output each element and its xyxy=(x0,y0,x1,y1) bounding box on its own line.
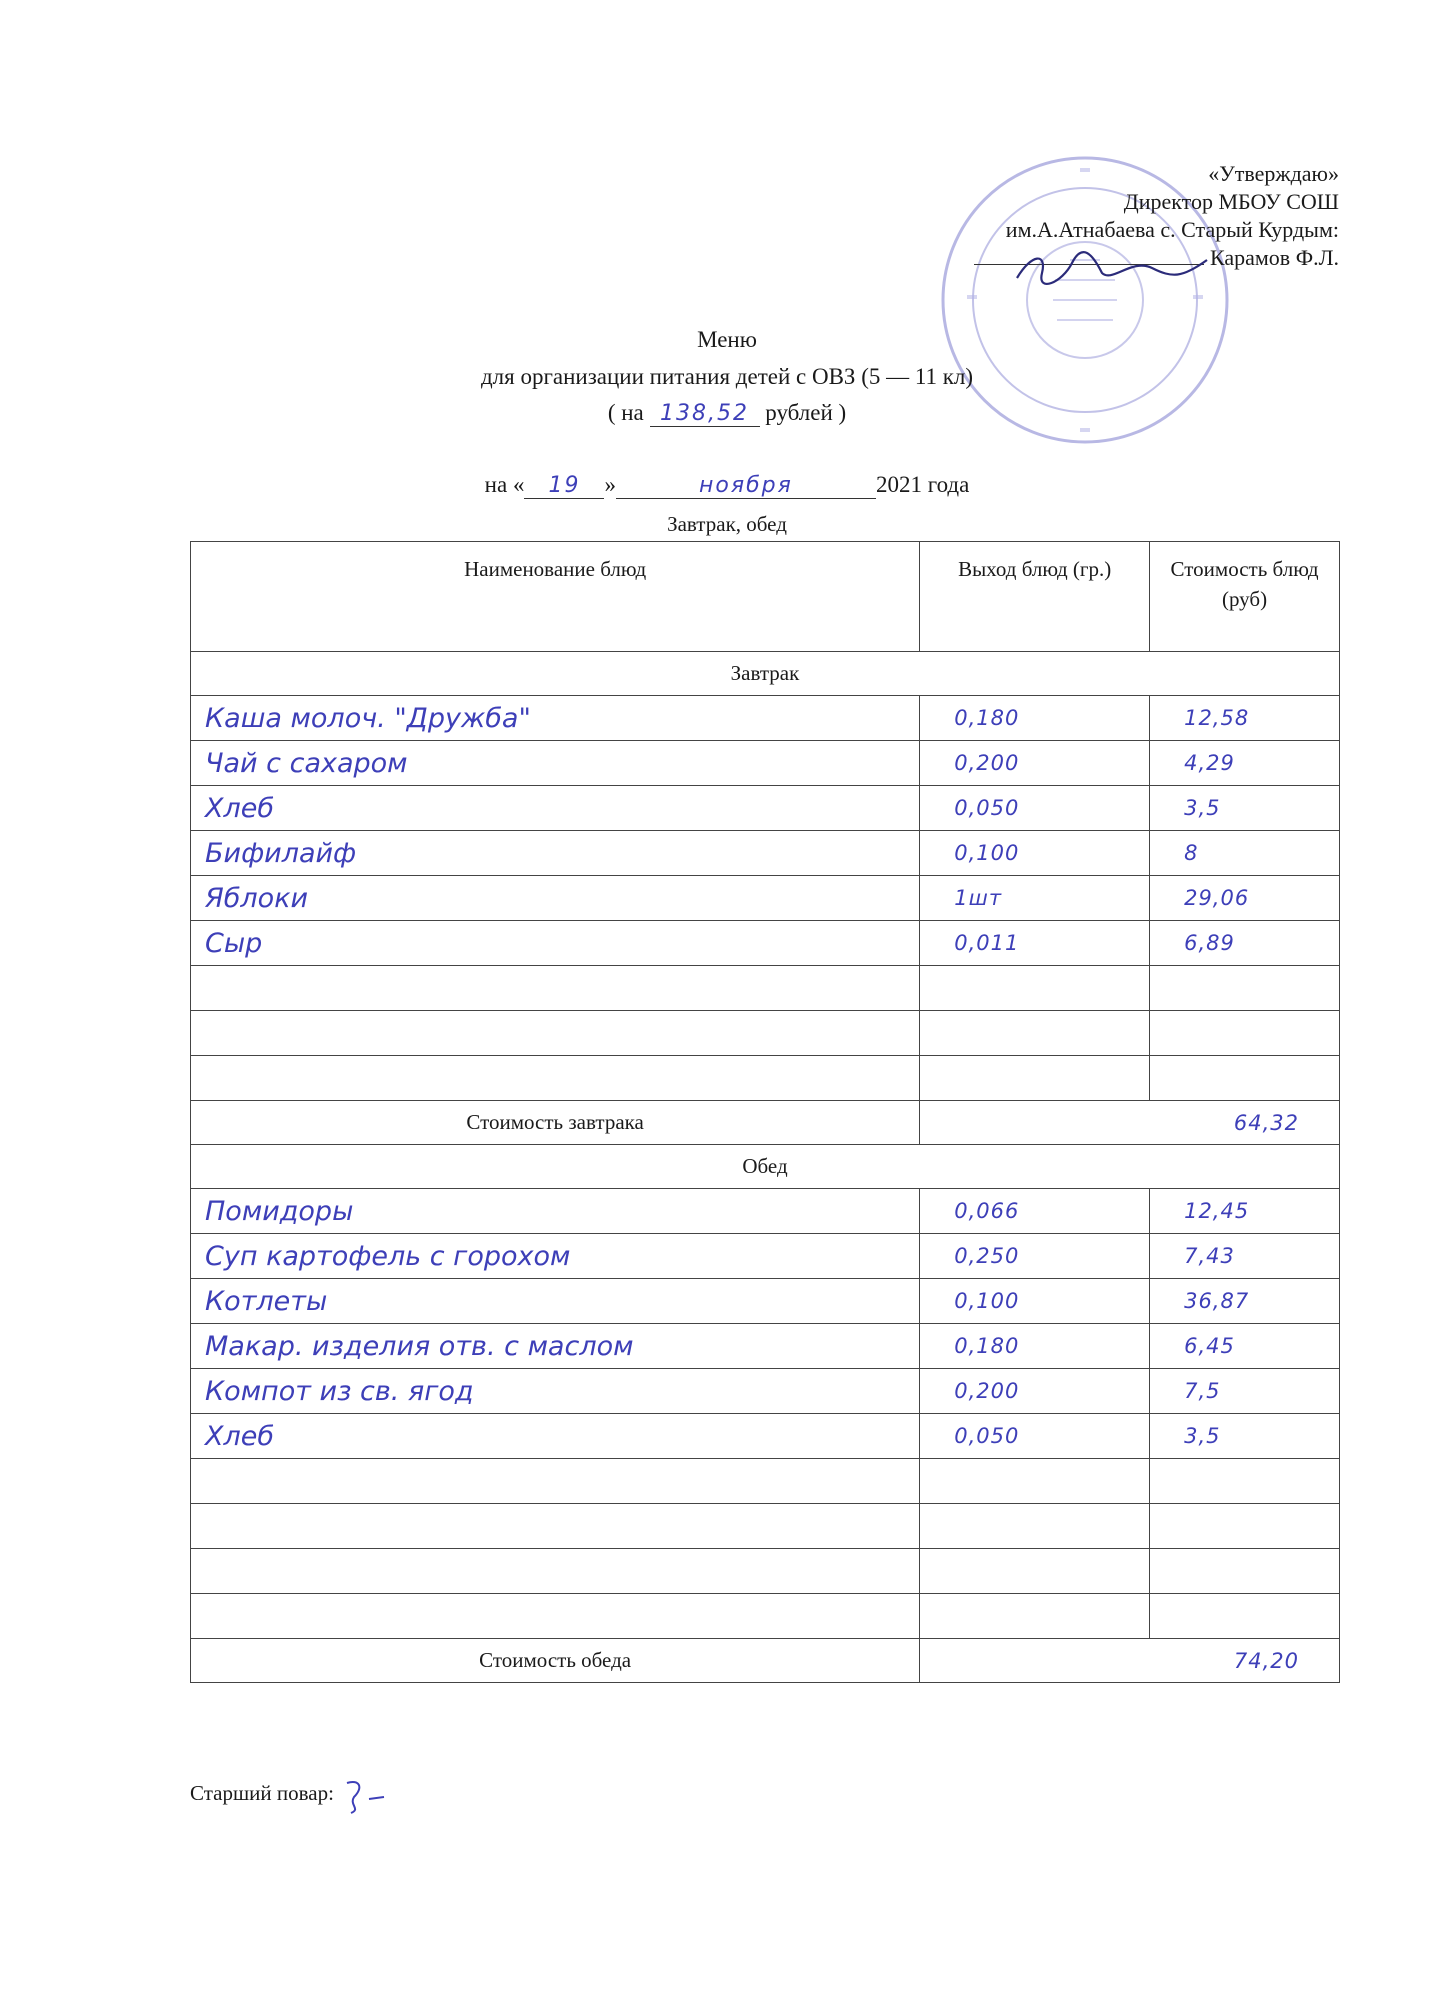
dish-name-cell: Помидоры xyxy=(191,1189,920,1234)
dish-output-cell xyxy=(920,1459,1150,1504)
menu-table-body xyxy=(191,652,1340,1683)
dish-cost-cell xyxy=(1150,966,1340,1011)
dish-cost-cell: 3,5 xyxy=(1150,786,1340,831)
dish-output-cell: 0,100 xyxy=(920,831,1150,876)
dish-cost-cell: 36,87 xyxy=(1150,1279,1340,1324)
table-row xyxy=(191,1011,1340,1056)
price-value: 138,52 xyxy=(660,401,749,426)
col-header-name: Наименование блюд xyxy=(191,542,920,652)
date-line xyxy=(0,472,1454,499)
dish-name-cell xyxy=(191,1594,920,1639)
dish-cost-cell: 4,29 xyxy=(1150,741,1340,786)
dish-output-cell: 0,250 xyxy=(920,1234,1150,1279)
dish-name-cell xyxy=(191,1504,920,1549)
table-row xyxy=(191,786,1340,831)
dish-name-cell: Суп картофель с горохом xyxy=(191,1234,920,1279)
dish-cost-cell: 3,5 xyxy=(1150,1414,1340,1459)
table-row xyxy=(191,921,1340,966)
dish-name-cell: Хлеб xyxy=(191,786,920,831)
dish-output-cell: 0,200 xyxy=(920,741,1150,786)
dish-output-cell: 0,011 xyxy=(920,921,1150,966)
date-day: 19 xyxy=(548,473,581,498)
price-prefix: ( на xyxy=(607,400,644,425)
table-row xyxy=(191,1594,1340,1639)
dish-name-cell: Яблоки xyxy=(191,876,920,921)
table-row xyxy=(191,1504,1340,1549)
col-header-cost: Стоимость блюд (руб) xyxy=(1150,542,1340,652)
date-month: ноября xyxy=(699,473,793,498)
page-title: Меню xyxy=(697,327,757,352)
dish-name-cell xyxy=(191,1011,920,1056)
table-row xyxy=(191,741,1340,786)
dish-cost-cell xyxy=(1150,1056,1340,1101)
dish-name-cell xyxy=(191,966,920,1011)
dish-output-cell: 0,066 xyxy=(920,1189,1150,1234)
total-label: Стоимость завтрака xyxy=(191,1101,920,1145)
table-row xyxy=(191,1234,1340,1279)
director-signature xyxy=(1012,248,1212,288)
menu-table xyxy=(190,541,1340,1683)
dish-output-cell: 0,180 xyxy=(920,696,1150,741)
total-value: 64,32 xyxy=(920,1101,1340,1145)
dish-name-cell: Котлеты xyxy=(191,1279,920,1324)
dish-cost-cell: 6,89 xyxy=(1150,921,1340,966)
cook-signature xyxy=(339,1775,399,1815)
dish-cost-cell xyxy=(1150,1459,1340,1504)
dish-cost-cell xyxy=(1150,1504,1340,1549)
section-title: Завтрак xyxy=(191,652,1340,696)
dish-output-cell xyxy=(920,1011,1150,1056)
section-title: Обед xyxy=(191,1145,1340,1189)
dish-output-cell: 1шт xyxy=(920,876,1150,921)
date-mid: » xyxy=(604,472,616,497)
dish-cost-cell xyxy=(1150,1594,1340,1639)
approval-line: «Утверждаю» xyxy=(1208,161,1339,186)
dish-output-cell xyxy=(920,1549,1150,1594)
dish-name-cell: Чай с сахаром xyxy=(191,741,920,786)
cook-line xyxy=(190,1775,399,1815)
dish-cost-cell: 7,5 xyxy=(1150,1369,1340,1414)
table-row xyxy=(191,1549,1340,1594)
table-row xyxy=(191,696,1340,741)
dish-name-cell: Сыр xyxy=(191,921,920,966)
dish-cost-cell: 29,06 xyxy=(1150,876,1340,921)
dish-name-cell xyxy=(191,1549,920,1594)
table-row xyxy=(191,1056,1340,1101)
page-subtitle: для организации питания детей с ОВЗ (5 — 11 кл) xyxy=(480,364,974,389)
dish-output-cell: 0,050 xyxy=(920,786,1150,831)
signatory-name: Карамов Ф.Л. xyxy=(1209,245,1339,270)
dish-cost-cell xyxy=(1150,1549,1340,1594)
dish-output-cell: 0,100 xyxy=(920,1279,1150,1324)
dish-output-cell: 0,050 xyxy=(920,1414,1150,1459)
meal-caption: Завтрак, обед xyxy=(667,512,787,536)
dish-name-cell: Бифилайф xyxy=(191,831,920,876)
approval-line: Директор МБОУ СОШ xyxy=(1123,189,1339,214)
dish-output-cell xyxy=(920,1594,1150,1639)
dish-cost-cell xyxy=(1150,1011,1340,1056)
dish-output-cell xyxy=(920,966,1150,1011)
price-suffix: рублей ) xyxy=(765,400,847,425)
table-row xyxy=(191,1189,1340,1234)
approval-line: им.А.Атнабаева с. Старый Курдым: xyxy=(1005,217,1339,242)
table-row xyxy=(191,1279,1340,1324)
dish-name-cell: Каша молоч. "Дружба" xyxy=(191,696,920,741)
table-row xyxy=(191,1459,1340,1504)
dish-cost-cell: 12,45 xyxy=(1150,1189,1340,1234)
dish-name-cell: Хлеб xyxy=(191,1414,920,1459)
total-value: 74,20 xyxy=(920,1639,1340,1683)
table-row xyxy=(191,1414,1340,1459)
dish-output-cell xyxy=(920,1056,1150,1101)
section-row xyxy=(191,1145,1340,1189)
dish-cost-cell: 8 xyxy=(1150,831,1340,876)
price-line xyxy=(0,400,1454,427)
total-label: Стоимость обеда xyxy=(191,1639,920,1683)
dish-name-cell: Компот из св. ягод xyxy=(191,1369,920,1414)
date-prefix: на « xyxy=(484,472,525,497)
table-row xyxy=(191,831,1340,876)
cook-label: Старший повар: xyxy=(190,1780,334,1805)
dish-name-cell: Макар. изделия отв. с маслом xyxy=(191,1324,920,1369)
dish-cost-cell: 7,43 xyxy=(1150,1234,1340,1279)
dish-output-cell: 0,200 xyxy=(920,1369,1150,1414)
table-row xyxy=(191,876,1340,921)
section-row xyxy=(191,652,1340,696)
total-row xyxy=(191,1101,1340,1145)
table-row xyxy=(191,1324,1340,1369)
table-row xyxy=(191,966,1340,1011)
dish-cost-cell: 6,45 xyxy=(1150,1324,1340,1369)
dish-output-cell: 0,180 xyxy=(920,1324,1150,1369)
dish-name-cell xyxy=(191,1056,920,1101)
total-row xyxy=(191,1639,1340,1683)
dish-name-cell xyxy=(191,1459,920,1504)
table-row xyxy=(191,1369,1340,1414)
col-header-output: Выход блюд (гр.) xyxy=(920,542,1150,652)
dish-cost-cell: 12,58 xyxy=(1150,696,1340,741)
dish-output-cell xyxy=(920,1504,1150,1549)
date-suffix: 2021 года xyxy=(875,472,970,497)
